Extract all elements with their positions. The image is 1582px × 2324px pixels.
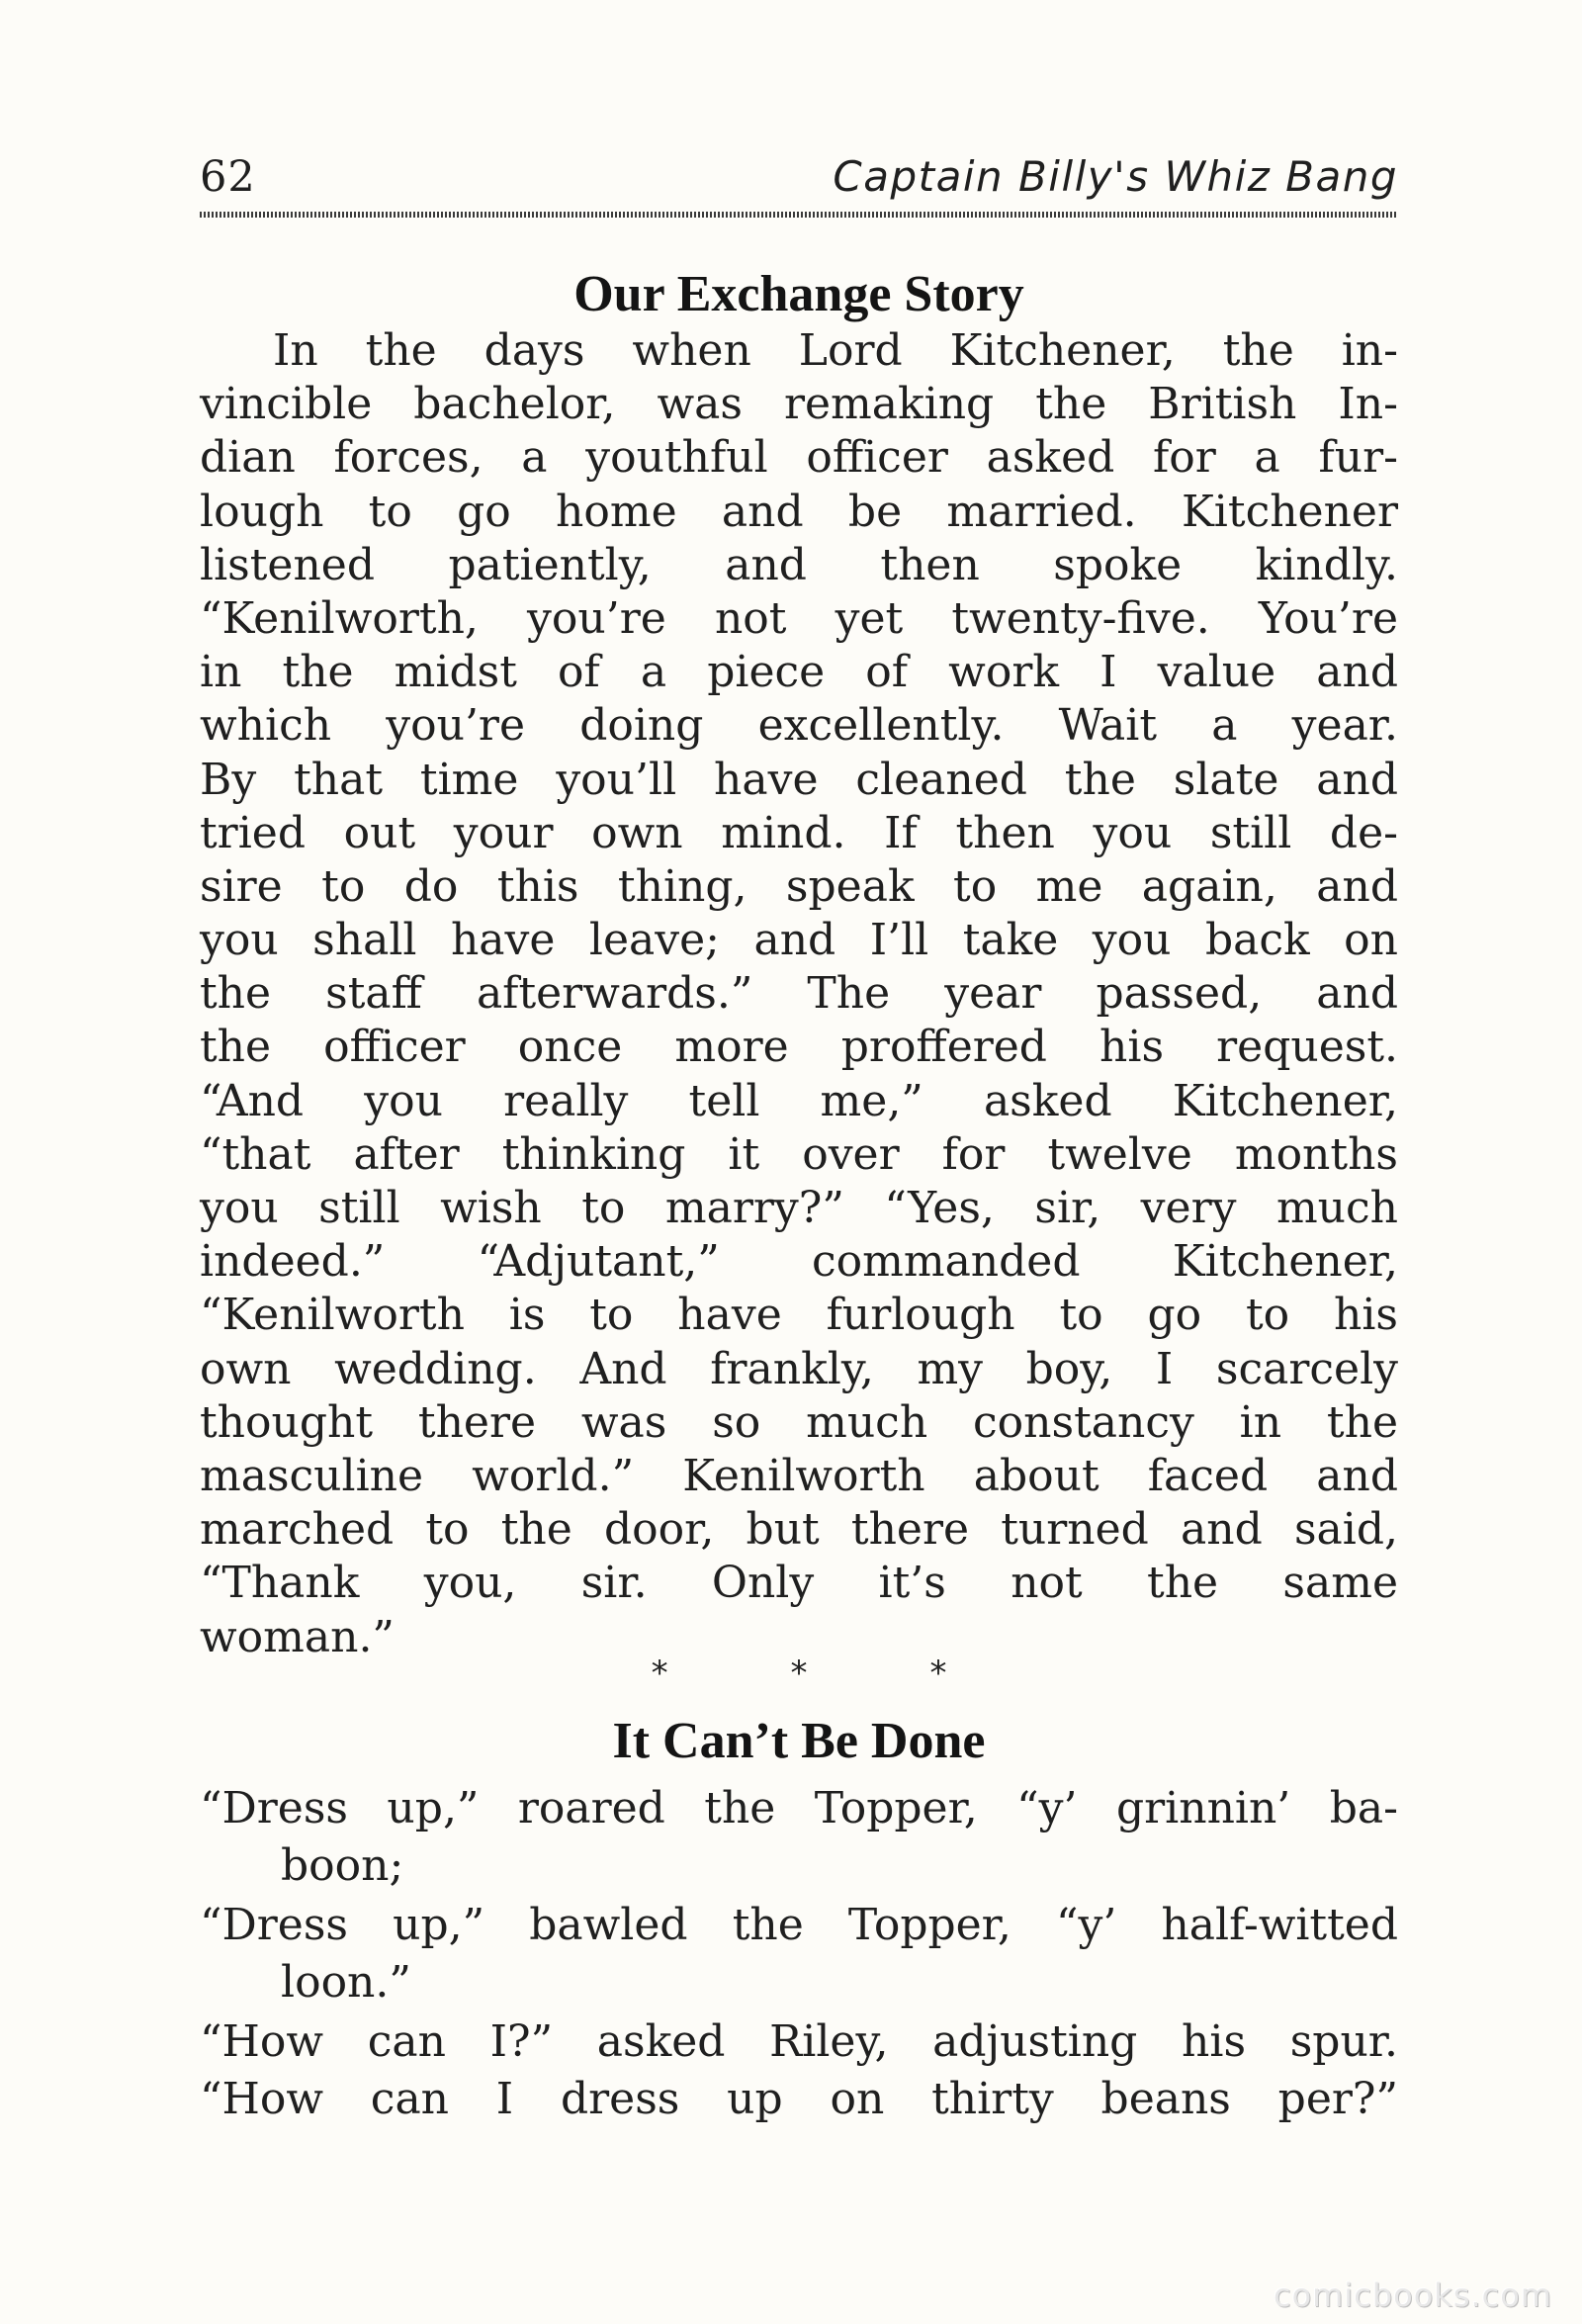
story-line: which you’re doing excellently. Wait a year. [200,700,1398,752]
story-line: By that time you’ll have cleaned the slate and [200,754,1398,805]
story-line: marched to the door, but there turned and said, [200,1504,1398,1556]
story-line: in the midst of a piece of work I value and [200,647,1398,698]
running-head [200,148,1398,206]
story-line: listened patiently, and then spoke kindly. [200,539,1398,590]
story-line: woman.” [200,1611,395,1662]
poem-line: boon; [281,1840,404,1891]
story-line: “that after thinking it over for twelve months [200,1128,1398,1180]
story-line: “Kenilworth, you’re not yet twenty-five. You’re [200,592,1398,644]
story-line: lough to go home and be married. Kitchener [200,486,1398,537]
poem-line: “How can I dress up on thirty beans per?” [200,2074,1398,2124]
page-number: 62 [200,152,256,202]
poem-body [200,1780,1398,2128]
story-line: you shall have leave; and I’ll take you back on [200,915,1398,966]
story-line: own wedding. And frankly, my boy, I scarcely [200,1343,1398,1394]
story-title-cant-be-done: It Can’t Be Done [612,1713,986,1769]
story-line: “Kenilworth is to have furlough to go to his [200,1290,1398,1341]
magazine-title: Captain Billy's Whiz Bang [833,152,1398,201]
section-separator: * * * [649,1654,999,1693]
watermark: comicbooks.com [1273,2277,1552,2314]
story-line: dian forces, a youthful officer asked for a fur- [200,432,1398,484]
story-line: In the days when Lord Kitchener, the in- [273,325,1398,376]
story-line: sire to do this thing, speak to me again, and [200,860,1398,912]
poem-line: loon.” [281,1957,411,2008]
poem-line: “How can I?” asked Riley, adjusting his spur. [200,2016,1398,2067]
story-body-exchange [200,324,1398,1664]
story-line: you still wish to marry?” “Yes, sir, very much [200,1183,1398,1233]
story-title-exchange: Our Exchange Story [573,266,1024,322]
story-line: “And you really tell me,” asked Kitchener, [200,1075,1398,1126]
story-line: “Thank you, sir. Only it’s not the same [200,1558,1398,1609]
story-line: vincible bachelor, was remaking the British In- [200,379,1398,430]
story-line: thought there was so much constancy in the [200,1396,1398,1448]
story-line: the officer once more proffered his request. [200,1022,1398,1073]
header-rule [200,212,1398,218]
story-line: indeed.” “Adjutant,” commanded Kitchener, [200,1236,1398,1288]
poem-line: “Dress up,” roared the Topper, “y’ grinnin’ ba- [200,1783,1398,1833]
story-line: masculine world.” Kenilworth about faced and [200,1450,1398,1501]
poem-line: “Dress up,” bawled the Topper, “y’ half-witted [200,1900,1398,1950]
story-line: the staff afterwards.” The year passed, and [200,968,1398,1020]
story-line: tried out your own mind. If then you still de- [200,807,1398,858]
